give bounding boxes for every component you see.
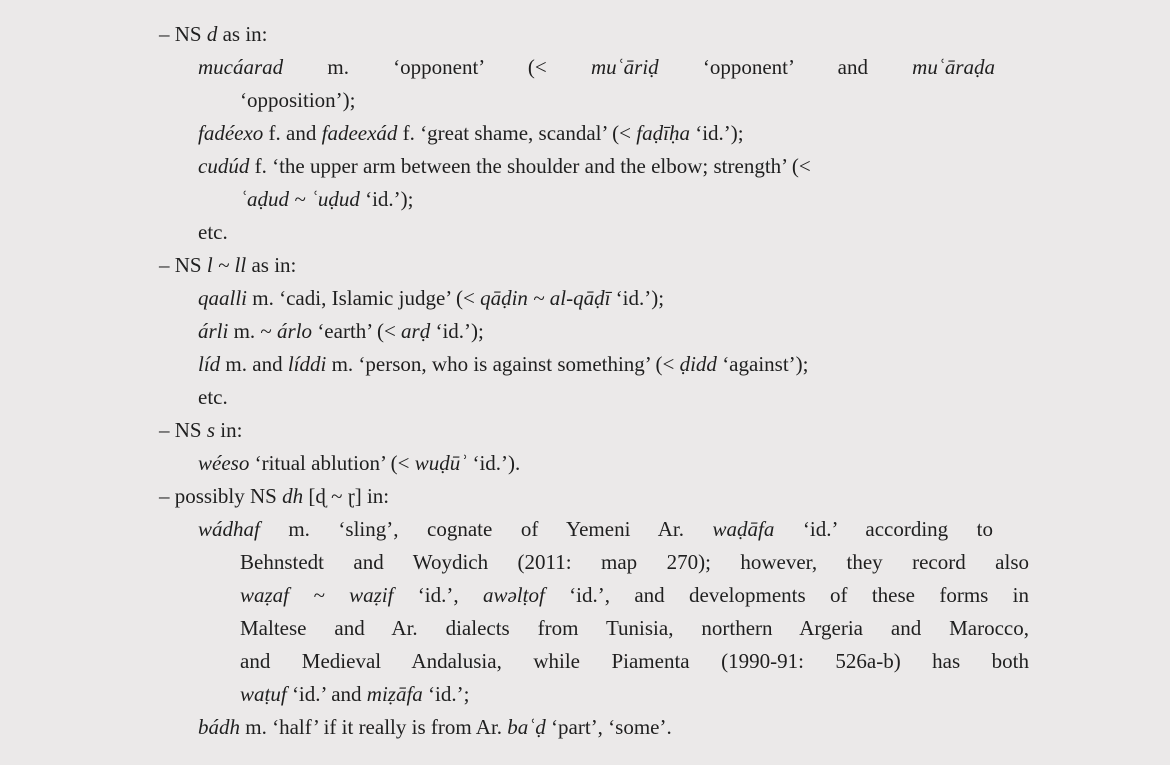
entry-cudud (198, 153, 811, 179)
text-run: ‘id.’); (610, 286, 665, 310)
italic-term: mucáarad (198, 55, 284, 79)
text-run: ‘id.’ according to (774, 517, 994, 541)
entry-wadhaf-cont-3 (240, 615, 1029, 641)
text-run: m. ‘cadi, Islamic judge’ (< (247, 286, 481, 310)
italic-term: waṭuf (240, 682, 287, 706)
italic-term: wéeso (198, 451, 250, 475)
italic-term: qāḍin ~ al-qāḍī (480, 286, 611, 310)
entry-wadhaf-cont-1 (240, 549, 1029, 575)
entry-wadhaf-cont-2 (240, 582, 1029, 608)
italic-term: cudúd (198, 154, 250, 178)
italic-term: wuḍūʾ (414, 451, 468, 475)
entry-wadhaf-cont-5 (240, 681, 469, 707)
italic-term: qaalli (198, 286, 248, 310)
entry-lid (198, 351, 808, 377)
entry-wadhaf-cont-4 (240, 648, 1029, 674)
italic-term: waẓaf ~ waẓif (240, 583, 394, 607)
italic-term: ḍidd (679, 352, 717, 376)
section-heading-d (159, 21, 268, 47)
section-heading-dh (159, 483, 389, 509)
text-run: and Medieval Andalusia, while Piamenta (1990-91: 526a-b) has both (240, 649, 1029, 673)
text-run: ‘part’, ‘some’. (545, 715, 672, 739)
text-run: ‘opponent’ and (658, 55, 913, 79)
entry-badh (198, 714, 672, 740)
text-run: ‘id.’); (359, 187, 414, 211)
text-run: m. and (220, 352, 288, 376)
text-run: as in: (246, 253, 297, 277)
entry-qaalli (198, 285, 664, 311)
text-run: Maltese and Ar. dialects from Tunisia, northern Argeria and Marocco, (240, 616, 1029, 640)
italic-term: dh (282, 484, 304, 508)
entry-fadeexo (198, 120, 744, 146)
text-run: etc. (198, 220, 228, 244)
italic-term: árli (198, 319, 229, 343)
text-run: ‘id.’, (393, 583, 483, 607)
italic-term: muʿāraḍa (912, 55, 995, 79)
italic-term: fadeexád (321, 121, 398, 145)
text-run: ‘id.’); (430, 319, 484, 343)
section-heading-s (159, 417, 242, 443)
italic-term: s (206, 418, 216, 442)
text-run: f. ‘the upper arm between the shoulder and the elbow; strength’ (< (249, 154, 811, 178)
text-run: ‘against’); (716, 352, 809, 376)
italic-term: fadéexo (198, 121, 264, 145)
text-run: in: (215, 418, 243, 442)
text-run: [ɖ ~ ɽ] in: (303, 484, 390, 508)
italic-term: ʿaḍud ~ ʿuḍud (240, 187, 360, 211)
text-run: f. ‘great shame, scandal’ (< (397, 121, 637, 145)
text-run: ‘opposition’); (240, 88, 356, 112)
italic-term: líddi (287, 352, 327, 376)
text-run: Behnstedt and Woydich (2011: map 270); however, they record also (240, 550, 1029, 574)
text-run: – NS (159, 253, 207, 277)
section-heading-l (159, 252, 296, 278)
text-run: m. ‘person, who is against something’ (< (326, 352, 680, 376)
text-run: etc. (198, 385, 228, 409)
italic-term: l ~ ll (206, 253, 247, 277)
text-run: ‘id.’); (689, 121, 744, 145)
italic-term: bádh (198, 715, 240, 739)
etc-text (198, 384, 228, 410)
entry-arli (198, 318, 484, 344)
text-run: – NS (159, 418, 207, 442)
entry-wadhaf (198, 516, 993, 542)
text-run: ‘id.’). (467, 451, 521, 475)
entry-mucaarad-cont (240, 87, 356, 113)
text-run: m. ‘sling’, cognate of Yemeni Ar. (259, 517, 713, 541)
italic-term: muʿāriḍ (590, 55, 659, 79)
italic-term: wádhaf (198, 517, 260, 541)
text-run: – NS (159, 22, 207, 46)
text-run: ‘id.’ and (286, 682, 367, 706)
entry-mucaarad (198, 54, 995, 80)
italic-term: árlo (277, 319, 313, 343)
text-run: ‘earth’ (< (312, 319, 402, 343)
italic-term: faḍīḥa (636, 121, 690, 145)
text-run: m. ‘half’ if it really is from Ar. (240, 715, 508, 739)
text-run: m. ‘opponent’ (< (283, 55, 591, 79)
italic-term: líd (198, 352, 221, 376)
text-run: – possibly NS (159, 484, 283, 508)
italic-term: arḍ (401, 319, 431, 343)
text-run: ‘ritual ablution’ (< (249, 451, 415, 475)
text-run: ‘id.’, and developments of these forms in (544, 583, 1030, 607)
italic-term: d (206, 22, 218, 46)
italic-term: waḍāfa (712, 517, 775, 541)
text-run: ‘id.’; (422, 682, 470, 706)
entry-weeso (198, 450, 520, 476)
italic-term: awəlṭof (482, 583, 545, 607)
italic-term: miẓāfa (366, 682, 423, 706)
text-run: as in: (217, 22, 268, 46)
italic-term: baʿḍ (507, 715, 546, 739)
etc-text (198, 219, 228, 245)
text-run: f. and (263, 121, 322, 145)
text-run: m. ~ (228, 319, 278, 343)
entry-cudud-cont (240, 186, 414, 212)
